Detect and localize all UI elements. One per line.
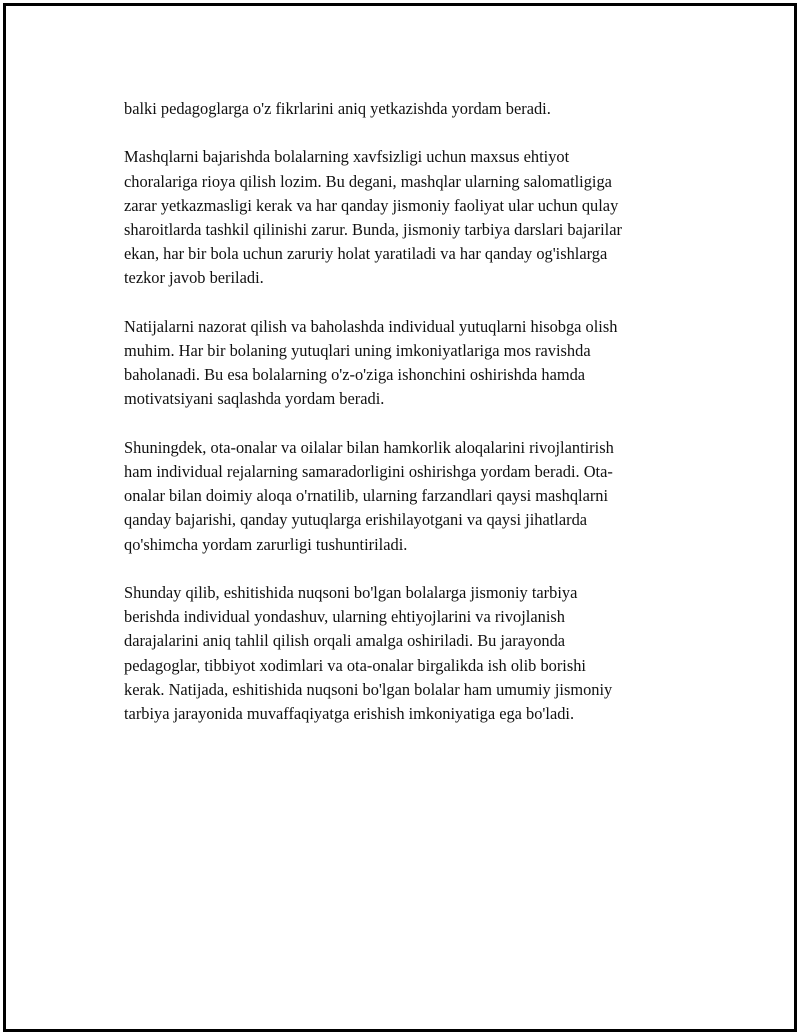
text-line: choralariga rioya qilish lozim. Bu degani, mashqlar ularning salomatligiga — [124, 171, 612, 191]
text-line: Natijalarni nazorat qilish va baholashda individual yutuqlarni hisobga olish — [124, 316, 618, 336]
text-line: qo'shimcha yordam zarurligi tushuntiriladi. — [124, 534, 408, 554]
text-line: baholanadi. Bu esa bolalarning o'z-o'ziga ishonchini oshirishda hamda — [124, 365, 586, 385]
text-line: motivatsiyani saqlashda yordam beradi. — [124, 389, 385, 409]
text-line: tezkor javob beriladi. — [124, 268, 264, 288]
text-line: ekan, har bir bola uchun zaruriy holat yaratiladi va har qanday og'ishlarga — [124, 244, 608, 264]
page-frame — [3, 3, 797, 1032]
document-body — [124, 97, 684, 750]
paragraph-1 — [124, 97, 684, 121]
text-line: onalar bilan doimiy aloqa o'rnatilib, ularning farzandlari qaysi mashqlarni — [124, 486, 609, 506]
text-line: Shuningdek, ota-onalar va oilalar bilan hamkorlik aloqalarini rivojlantirish — [124, 437, 614, 457]
text-line: balki pedagoglarga o'z fikrlarini aniq yetkazishda yordam beradi. — [124, 99, 551, 118]
paragraph-3 — [124, 315, 684, 412]
text-line: pedagoglar, tibbiyot xodimlari va ota-onalar birgalikda ish olib borishi — [124, 655, 586, 675]
text-line: berishda individual yondashuv, ularning ehtiyojlarini va rivojlanish — [124, 607, 565, 627]
text-line: darajalarini aniq tahlil qilish orqali amalga oshiriladi. Bu jarayonda — [124, 631, 566, 651]
text-line: qanday bajarishi, qanday yutuqlarga erishilayotgani va qaysi jihatlarda — [124, 510, 588, 530]
paragraph-4 — [124, 436, 684, 557]
text-line: zarar yetkazmasligi kerak va har qanday jismoniy faoliyat ular uchun qulay — [124, 195, 619, 215]
text-line: ham individual rejalarning samaradorligini oshirishga yordam beradi. Ota- — [124, 462, 613, 481]
text-line: sharoitlarda tashkil qilinishi zarur. Bunda, jismoniy tarbiya darslari bajarilar — [124, 220, 622, 239]
text-line: Mashqlarni bajarishda bolalarning xavfsizligi uchun maxsus ehtiyot — [124, 147, 570, 167]
text-line: Shunday qilib, eshitishida nuqsoni bo'lgan bolalarga jismoniy tarbiya — [124, 583, 578, 602]
paragraph-2 — [124, 145, 684, 290]
text-line: tarbiya jarayonida muvaffaqiyatga erishish imkoniyatiga ega bo'ladi. — [124, 704, 575, 724]
paragraph-5 — [124, 581, 684, 726]
text-line: muhim. Har bir bolaning yutuqlari uning imkoniyatlariga mos ravishda — [124, 341, 591, 360]
text-line: kerak. Natijada, eshitishida nuqsoni bo'lgan bolalar ham umumiy jismoniy — [124, 679, 613, 699]
